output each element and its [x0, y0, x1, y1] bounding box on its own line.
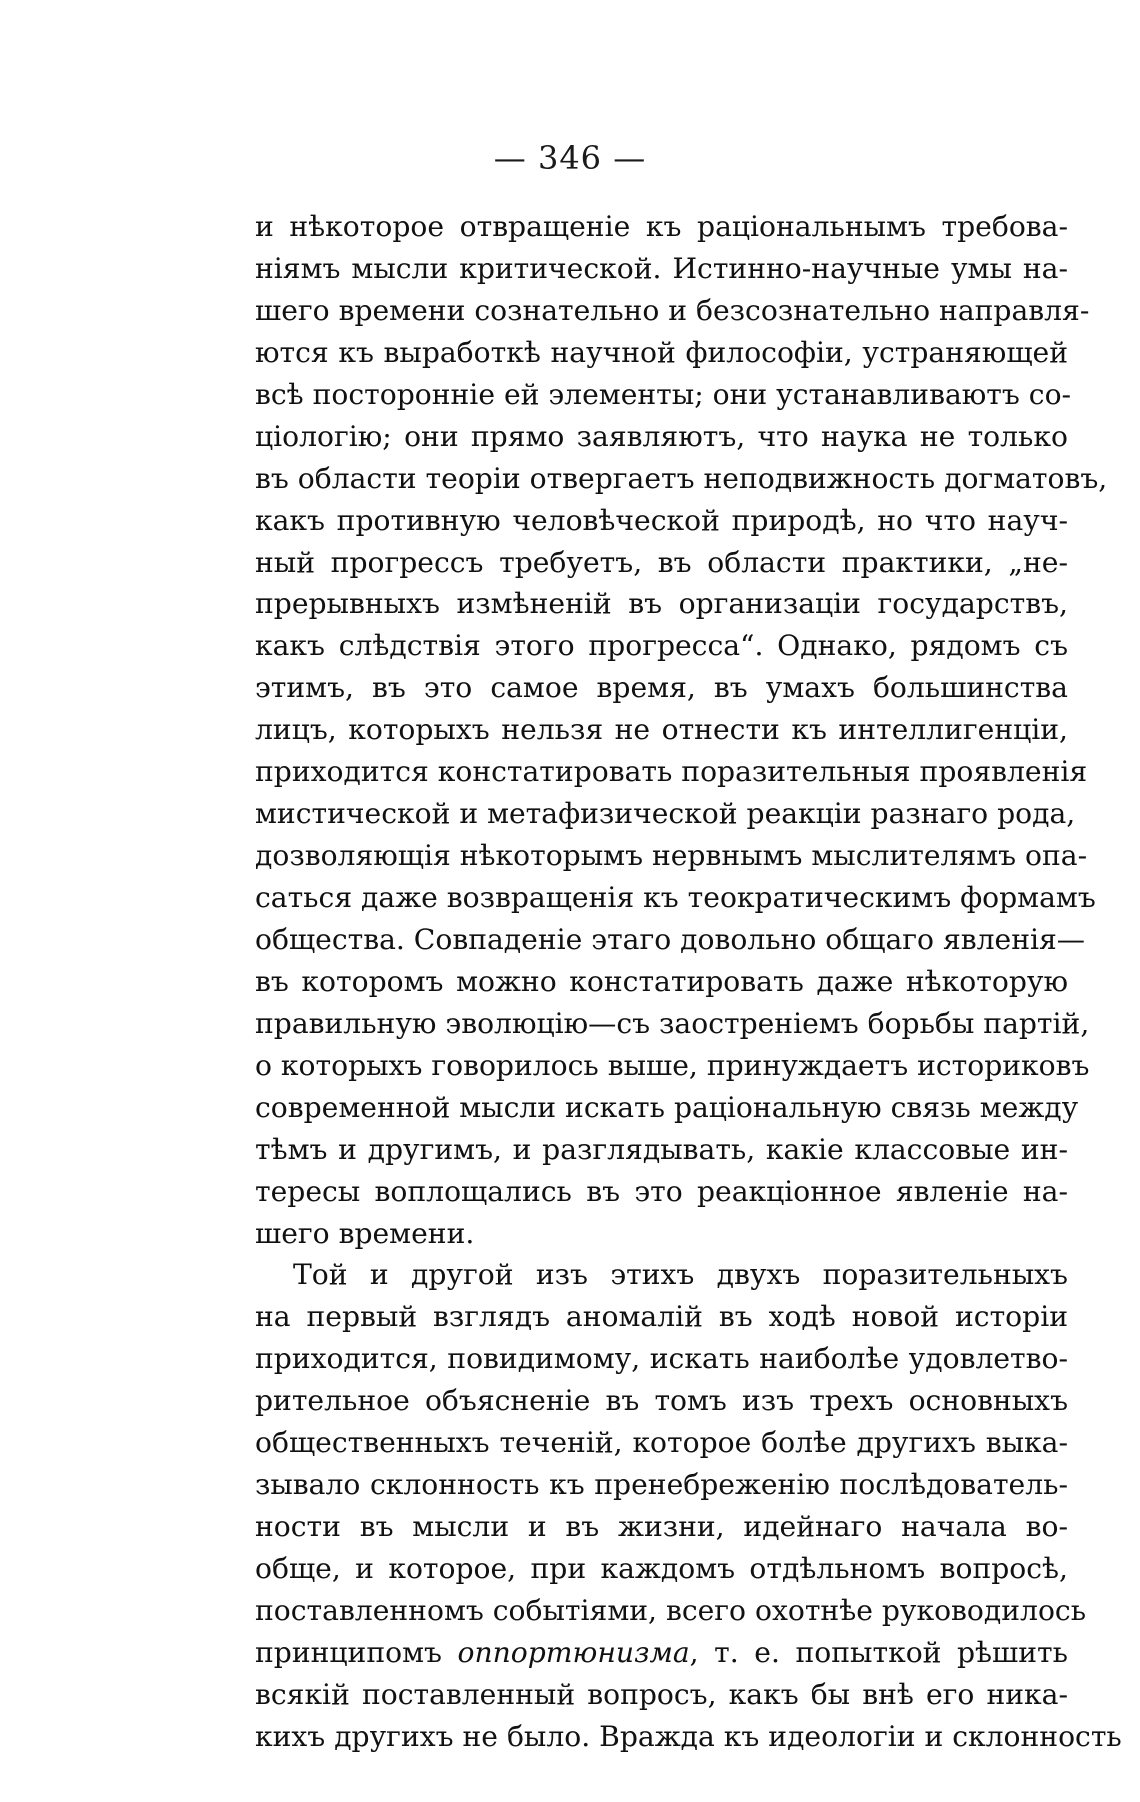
text-line: всѣ посторонніе ей элементы; они устанавливаютъ со-	[255, 377, 1072, 411]
text-line: поставленномъ событіями, всего охотнѣе руководилось	[255, 1593, 1087, 1627]
text-line: какъ противную человѣческой природѣ, но что науч-	[255, 503, 1068, 537]
text-line: правильную эволюцію—съ заостреніемъ борьбы партій,	[255, 1006, 1090, 1040]
text-line: общества. Совпаденіе этаго довольно общаго явленія—	[255, 922, 1085, 956]
italic-term: оппортюнизма	[457, 1635, 690, 1669]
text-line: обще, и которое, при каждомъ отдѣльномъ вопросѣ,	[255, 1552, 1068, 1585]
text-line: шего времени.	[255, 1216, 475, 1250]
text-line: кихъ другихъ не было. Вражда къ идеологіи и склонность	[255, 1719, 1122, 1753]
text-line: о которыхъ говорилось выше, принуждаетъ историковъ	[255, 1048, 1090, 1082]
text-line: зывало склонность къ пренебреженію послѣдователь-	[255, 1468, 1068, 1502]
text-line: всякій поставленный вопросъ, какъ бы внѣ его ника-	[255, 1677, 1068, 1711]
text-line: рительное объясненіе въ томъ изъ трехъ основныхъ	[255, 1384, 1068, 1418]
text-line: приходится констатировать поразительныя проявленія	[255, 755, 1088, 789]
text-line: ются къ выработкѣ научной философіи, устраняющей	[255, 335, 1068, 369]
text-run: принципомъ	[255, 1635, 458, 1669]
text-line: какъ слѣдствія этого прогресса“. Однако, рядомъ съ	[255, 629, 1068, 663]
text-line: ности въ мысли и въ жизни, идейнаго начала во-	[255, 1510, 1068, 1544]
text-line: саться даже возвращенія къ теократическимъ формамъ	[255, 881, 1096, 914]
paragraph	[255, 1254, 1122, 1757]
text-line: и нѣкоторое отвращеніе къ раціональнымъ требова-	[255, 210, 1068, 243]
text-line: приходится, повидимому, искать наиболѣе удовлетво-	[255, 1342, 1068, 1376]
text-line: тѣмъ и другимъ, и разглядывать, какіе классовые ин-	[255, 1132, 1068, 1166]
text-line: мистической и метафизической реакціи разнаго рода,	[255, 797, 1076, 831]
text-line: шего времени сознательно и безсознательно направля-	[255, 293, 1090, 327]
text-line: современной мысли искать раціональную связь между	[255, 1090, 1079, 1124]
text-line: ніямъ мысли критической. Истинно-научные умы на-	[255, 251, 1068, 285]
text-line: въ которомъ можно констатировать даже нѣкоторую	[255, 964, 1068, 998]
text-line: прерывныхъ измѣненій въ организаціи государствъ,	[255, 587, 1068, 621]
text-line	[255, 1632, 1068, 1674]
text-line: дозволяющія нѣкоторымъ нервнымъ мыслителямъ опа-	[255, 839, 1088, 873]
body-text	[255, 206, 1122, 1758]
text-line: общественныхъ теченій, которое болѣе другихъ выка-	[255, 1426, 1068, 1460]
text-line: этимъ, въ это самое время, въ умахъ большинства	[255, 671, 1068, 705]
text-line: на первый взглядъ аномалій въ ходѣ новой исторіи	[255, 1300, 1068, 1334]
text-run: , т. е. попыткой рѣшить	[689, 1635, 1068, 1669]
text-line: ціологію; они прямо заявляютъ, что наука не только	[255, 419, 1068, 453]
text-line: въ области теоріи отвергаетъ неподвижность догматовъ,	[255, 461, 1108, 495]
page-number: — 346 —	[493, 139, 647, 177]
text-line: лицъ, которыхъ нельзя не отнести къ интеллигенціи,	[255, 713, 1068, 747]
paragraph	[255, 206, 1108, 1254]
text-line: Той и другой изъ этихъ двухъ поразительныхъ	[293, 1258, 1068, 1292]
text-line: тересы воплощались въ это реакціонное явленіе на-	[255, 1174, 1068, 1208]
text-line: ный прогрессъ требуетъ, въ области практики, „не-	[255, 545, 1068, 579]
